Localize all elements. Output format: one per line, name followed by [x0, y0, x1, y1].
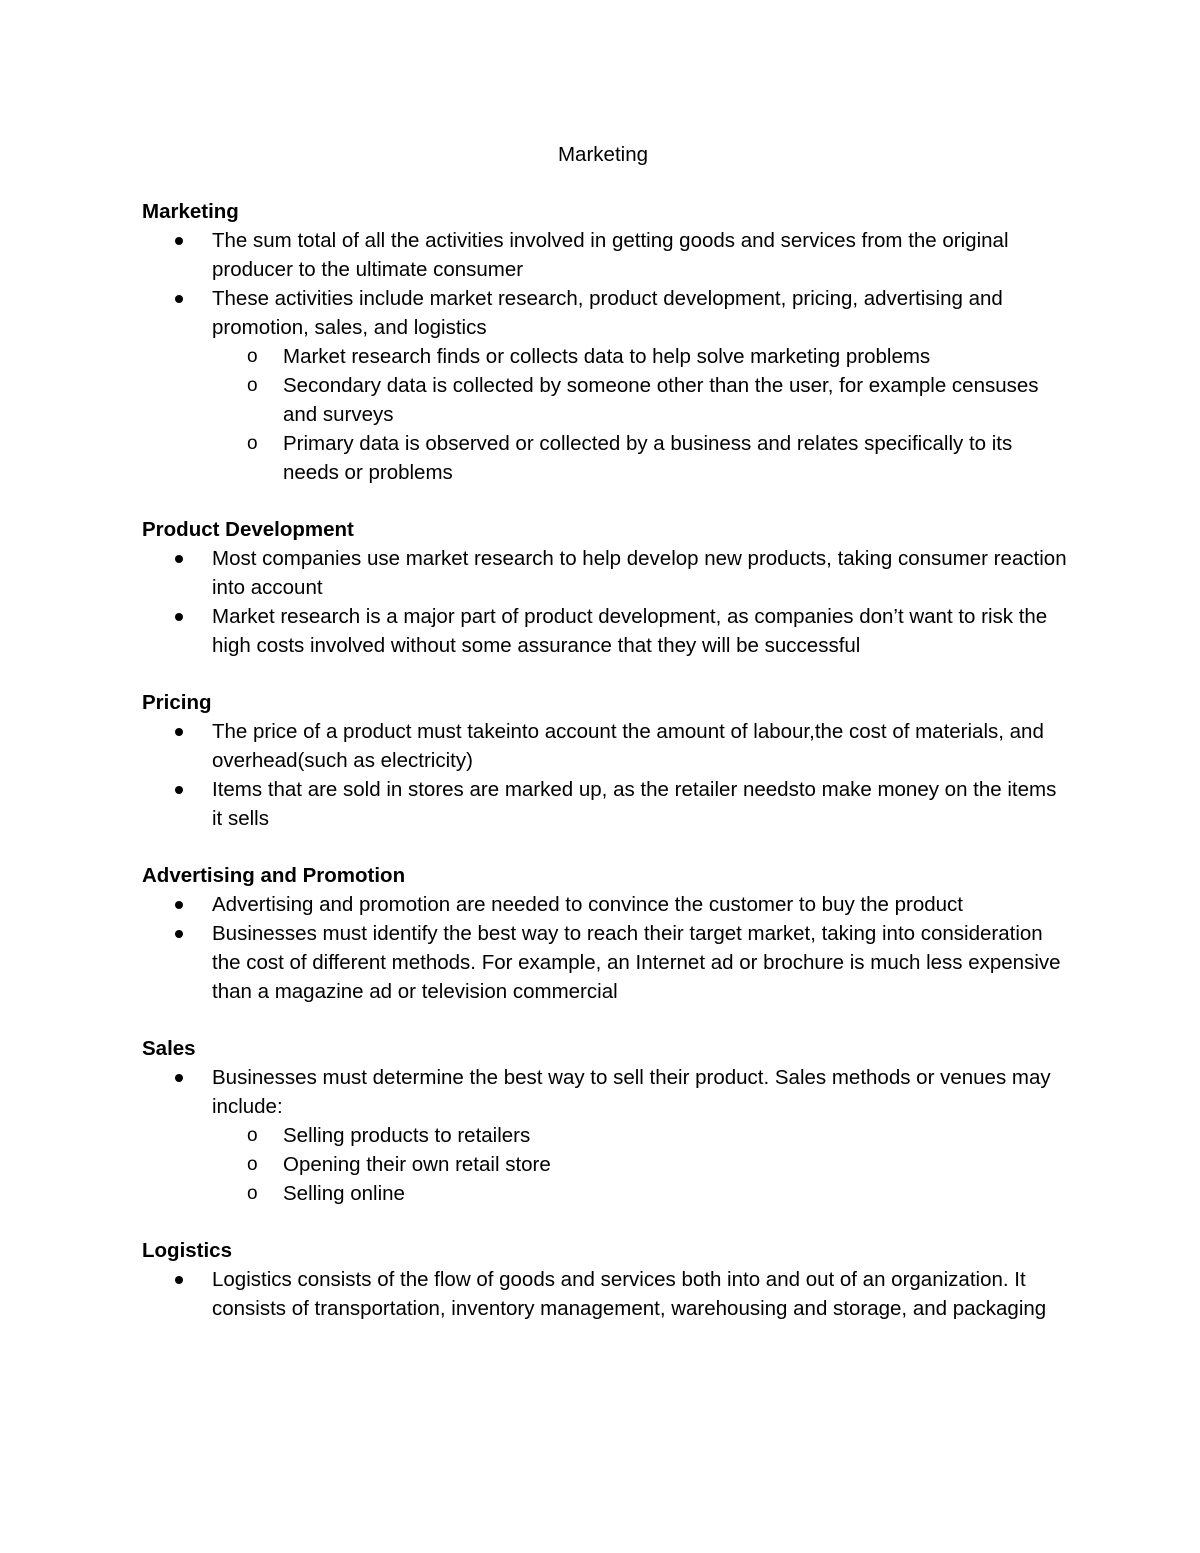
sub-bullet-list [212, 1121, 1072, 1208]
bullet-dot-icon [175, 237, 183, 245]
sub-bullet-item [212, 1121, 1072, 1150]
bullet-item [142, 919, 1072, 1006]
bullet-text: These activities include market research, product development, pricing, advertising and promotion, sales, and logistics [212, 287, 1003, 339]
bullet-item [142, 284, 1072, 487]
bullet-list [142, 1063, 1072, 1208]
section-heading: Product Development [142, 518, 354, 541]
bullet-dot-icon [175, 728, 183, 736]
bullet-text: Advertising and promotion are needed to convince the customer to buy the product [212, 893, 963, 916]
sub-bullet-item [212, 342, 1072, 371]
bullet-list [142, 544, 1072, 660]
sub-bullet-text: Selling products to retailers [283, 1124, 531, 1147]
bullet-dot-icon [175, 613, 183, 621]
bullet-dot-icon [175, 786, 183, 794]
section-heading: Pricing [142, 691, 212, 714]
document-title: Marketing [557, 143, 648, 166]
hollow-circle-icon: o [247, 1125, 258, 1146]
hollow-circle-icon: o [247, 346, 258, 367]
bullet-list [142, 717, 1072, 833]
bullet-list [142, 890, 1072, 1006]
sub-bullet-item [212, 371, 1072, 429]
bullet-text: Logistics consists of the flow of goods and services both into and out of an organization. It consists of transportation, inventory management, warehousing and storage, and packaging [212, 1268, 1047, 1320]
bullet-list [142, 226, 1072, 487]
bullet-text: The price of a product must takeinto account the amount of labour,the cost of materials, and overhead(such as electricity) [212, 720, 1044, 772]
section-logistics [142, 1236, 1072, 1323]
section-heading: Logistics [142, 1239, 232, 1262]
bullet-text: Businesses must determine the best way to sell their product. Sales methods or venues may include: [212, 1066, 1051, 1118]
sub-bullet-item [212, 1150, 1072, 1179]
document-page [142, 140, 1072, 1351]
bullet-text: Market research is a major part of product development, as companies don’t want to risk the high costs involved without some assurance that they will be successful [212, 605, 1048, 657]
bullet-item [142, 1265, 1072, 1323]
section-advertising-promotion [142, 861, 1072, 1006]
sub-bullet-list [212, 342, 1072, 487]
bullet-dot-icon [175, 295, 183, 303]
section-heading: Advertising and Promotion [142, 864, 406, 887]
bullet-dot-icon [175, 1276, 183, 1284]
hollow-circle-icon: o [247, 375, 258, 396]
section-marketing [142, 197, 1072, 487]
bullet-item [142, 1063, 1072, 1208]
sub-bullet-text: Primary data is observed or collected by a business and relates specifically to its needs or problems [283, 432, 1013, 484]
bullet-item [142, 602, 1072, 660]
sub-bullet-text: Opening their own retail store [283, 1153, 551, 1176]
section-product-development [142, 515, 1072, 660]
section-heading: Sales [142, 1037, 196, 1060]
section-sales [142, 1034, 1072, 1208]
bullet-dot-icon [175, 901, 183, 909]
bullet-item [142, 717, 1072, 775]
sub-bullet-text: Selling online [283, 1182, 405, 1205]
sub-bullet-text: Secondary data is collected by someone other than the user, for example censuses and surveys [283, 374, 1039, 426]
sub-bullet-text: Market research finds or collects data to help solve marketing problems [283, 345, 931, 368]
hollow-circle-icon: o [247, 433, 258, 454]
section-pricing [142, 688, 1072, 833]
bullet-text: Most companies use market research to help develop new products, taking consumer reaction into account [212, 547, 1067, 599]
sub-bullet-item [212, 1179, 1072, 1208]
bullet-text: The sum total of all the activities involved in getting goods and services from the original producer to the ultimate consumer [212, 229, 1009, 281]
sub-bullet-item [212, 429, 1072, 487]
bullet-item [142, 775, 1072, 833]
bullet-list [142, 1265, 1072, 1323]
bullet-item [142, 544, 1072, 602]
bullet-dot-icon [175, 1074, 183, 1082]
bullet-item [142, 890, 1072, 919]
hollow-circle-icon: o [247, 1154, 258, 1175]
bullet-dot-icon [175, 930, 183, 938]
bullet-dot-icon [175, 555, 183, 563]
bullet-text: Items that are sold in stores are marked up, as the retailer needsto make money on the items it sells [212, 778, 1057, 830]
hollow-circle-icon: o [247, 1183, 258, 1204]
section-heading: Marketing [142, 200, 239, 223]
bullet-item [142, 226, 1072, 284]
bullet-text: Businesses must identify the best way to reach their target market, taking into consideration the cost of different methods. For example, an Internet ad or brochure is much less expensive than a magazine ad or television commercial [212, 922, 1061, 1003]
